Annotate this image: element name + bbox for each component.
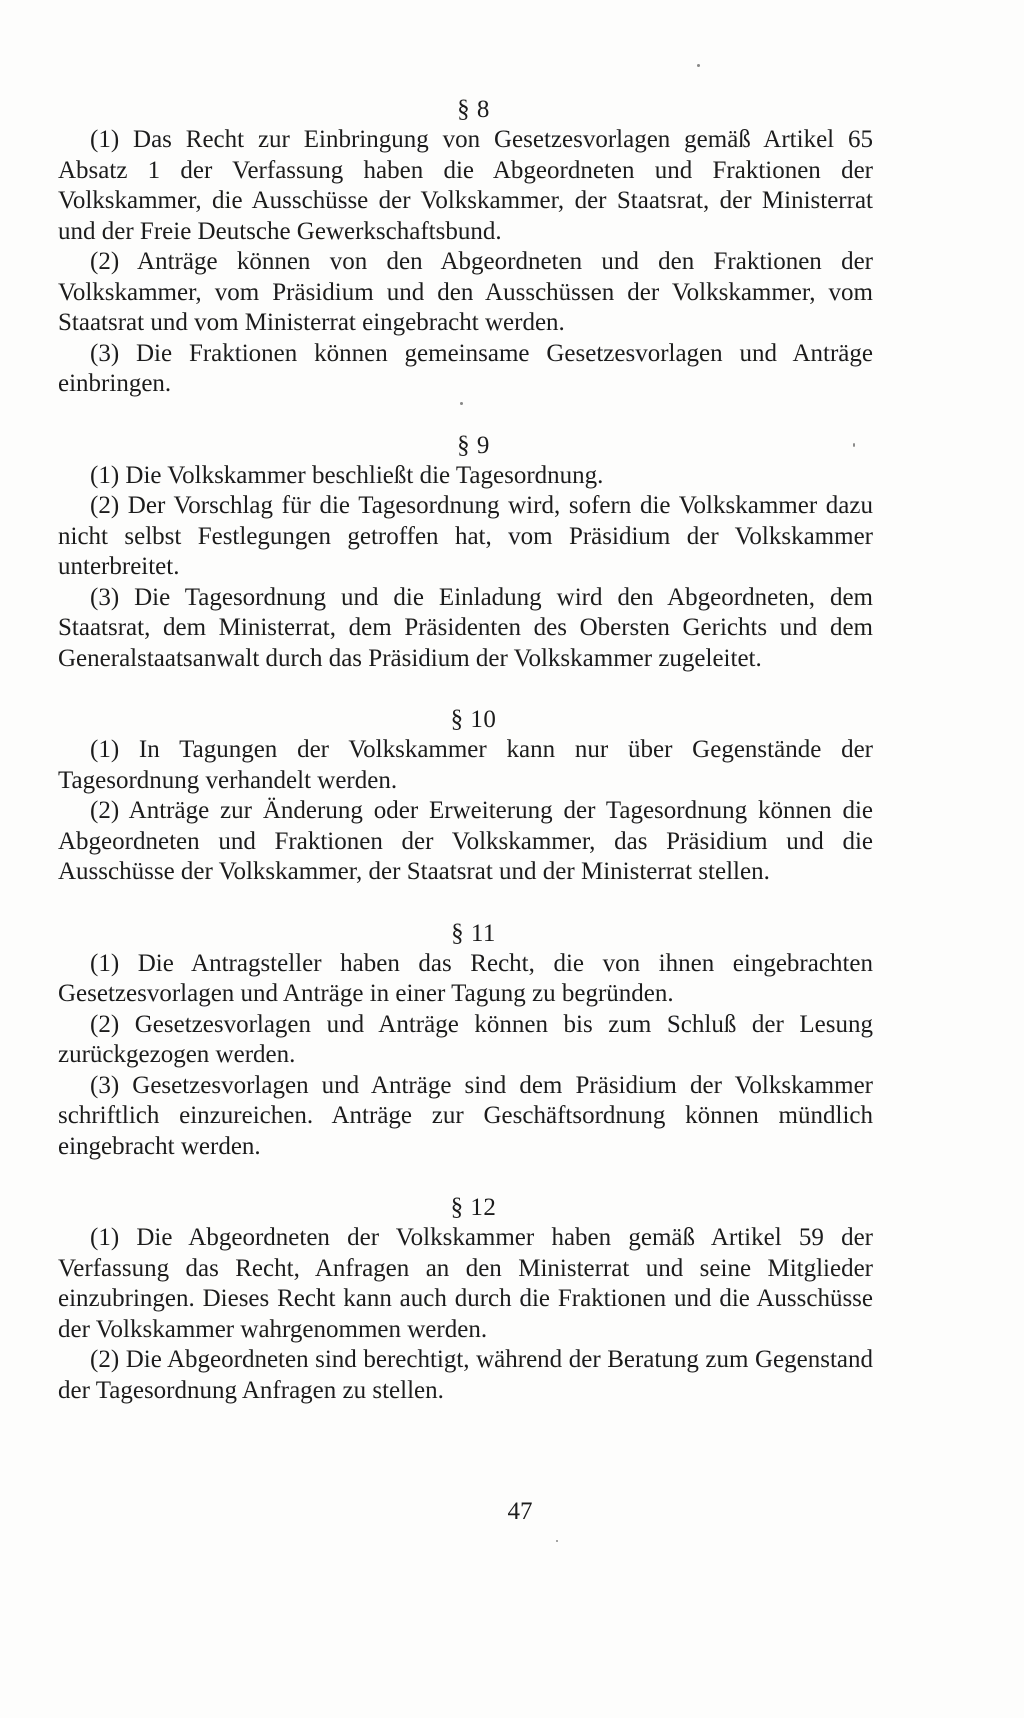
section-heading: § 9: [457, 431, 490, 459]
paragraph: (2) Gesetzesvorlagen und Anträge können bis zum Schluß der Lesung zurückgezogen werden.: [58, 1010, 873, 1068]
page-body: [58, 95, 873, 1406]
paragraph: (3) Die Fraktionen können gemeinsame Gesetzesvorlagen und Anträge einbringen.: [58, 339, 873, 397]
paragraph: (2) Die Abgeordneten sind berechtigt, während der Beratung zum Gegenstand der Tagesordnung Anfragen zu stellen.: [58, 1346, 873, 1404]
paragraph: (1) Die Volkskammer beschließt die Tagesordnung.: [90, 461, 604, 489]
scan-speck: [460, 402, 463, 405]
scan-speck: [853, 443, 855, 447]
paragraph: (3) Die Tagesordnung und die Einladung wird den Abgeordneten, dem Staatsrat, dem Ministerrat, dem Präsidenten des Obersten Gerichts und dem Generalstaatsanwalt durch das Präsidium der Volkskammer zugeleitet.: [58, 583, 873, 672]
scan-speck: [556, 1540, 558, 1542]
section-heading: § 12: [450, 1194, 497, 1221]
paragraph: (1) In Tagungen der Volkskammer kann nur über Gegenstände der Tagesordnung verhandelt werden.: [58, 736, 873, 794]
section-8: [58, 95, 873, 400]
paragraph: (2) Anträge können von den Abgeordneten und den Fraktionen der Volkskammer, vom Präsidium und den Ausschüssen der Volkskammer, vom Staatsrat und vom Ministerrat eingebracht werden.: [58, 248, 873, 336]
section-12: [58, 1193, 873, 1406]
paragraph: (3) Gesetzesvorlagen und Anträge sind dem Präsidium der Volkskammer schriftlich einzureichen. Anträge zur Geschäftsordnung können mündlich eingebracht werden.: [58, 1071, 873, 1160]
section-10: [58, 705, 873, 888]
page-number: 47: [507, 1498, 533, 1525]
section-heading: § 11: [451, 919, 496, 947]
paragraph: (2) Anträge zur Änderung oder Erweiterung der Tagesordnung können die Abgeordneten und Fraktionen der Volkskammer, das Präsidium und die Ausschüsse der Volkskammer, der Staatsrat und der Ministerrat stellen.: [58, 797, 873, 885]
section-11: [58, 919, 873, 1163]
section-9: [58, 431, 873, 675]
paragraph: (2) Der Vorschlag für die Tagesordnung wird, sofern die Volkskammer dazu nicht selbst Festlegungen getroffen hat, vom Präsidium der Volkskammer unterbreitet.: [58, 492, 873, 580]
section-heading: § 8: [457, 96, 490, 123]
paragraph: (1) Die Antragsteller haben das Recht, die von ihnen eingebrachten Gesetzesvorlagen und Anträge in einer Tagung zu begründen.: [58, 949, 873, 1007]
section-heading: § 10: [450, 706, 497, 733]
paragraph: (1) Das Recht zur Einbringung von Gesetzesvorlagen gemäß Artikel 65 Absatz 1 der Verfassung haben die Abgeordneten und Fraktionen der Volkskammer, die Ausschüsse der Volkskammer, der Staatsrat, der Ministerrat und der Freie Deutsche Gewerkschaftsbund.: [58, 126, 873, 245]
scan-speck: [697, 64, 700, 67]
paragraph: (1) Die Abgeordneten der Volkskammer haben gemäß Artikel 59 der Verfassung das Recht, Anfragen an den Ministerrat und seine Mitglieder einzubringen. Dieses Recht kann auch durch die Fraktionen und die Ausschüsse der Volkskammer wahrgenommen werden.: [58, 1224, 873, 1343]
